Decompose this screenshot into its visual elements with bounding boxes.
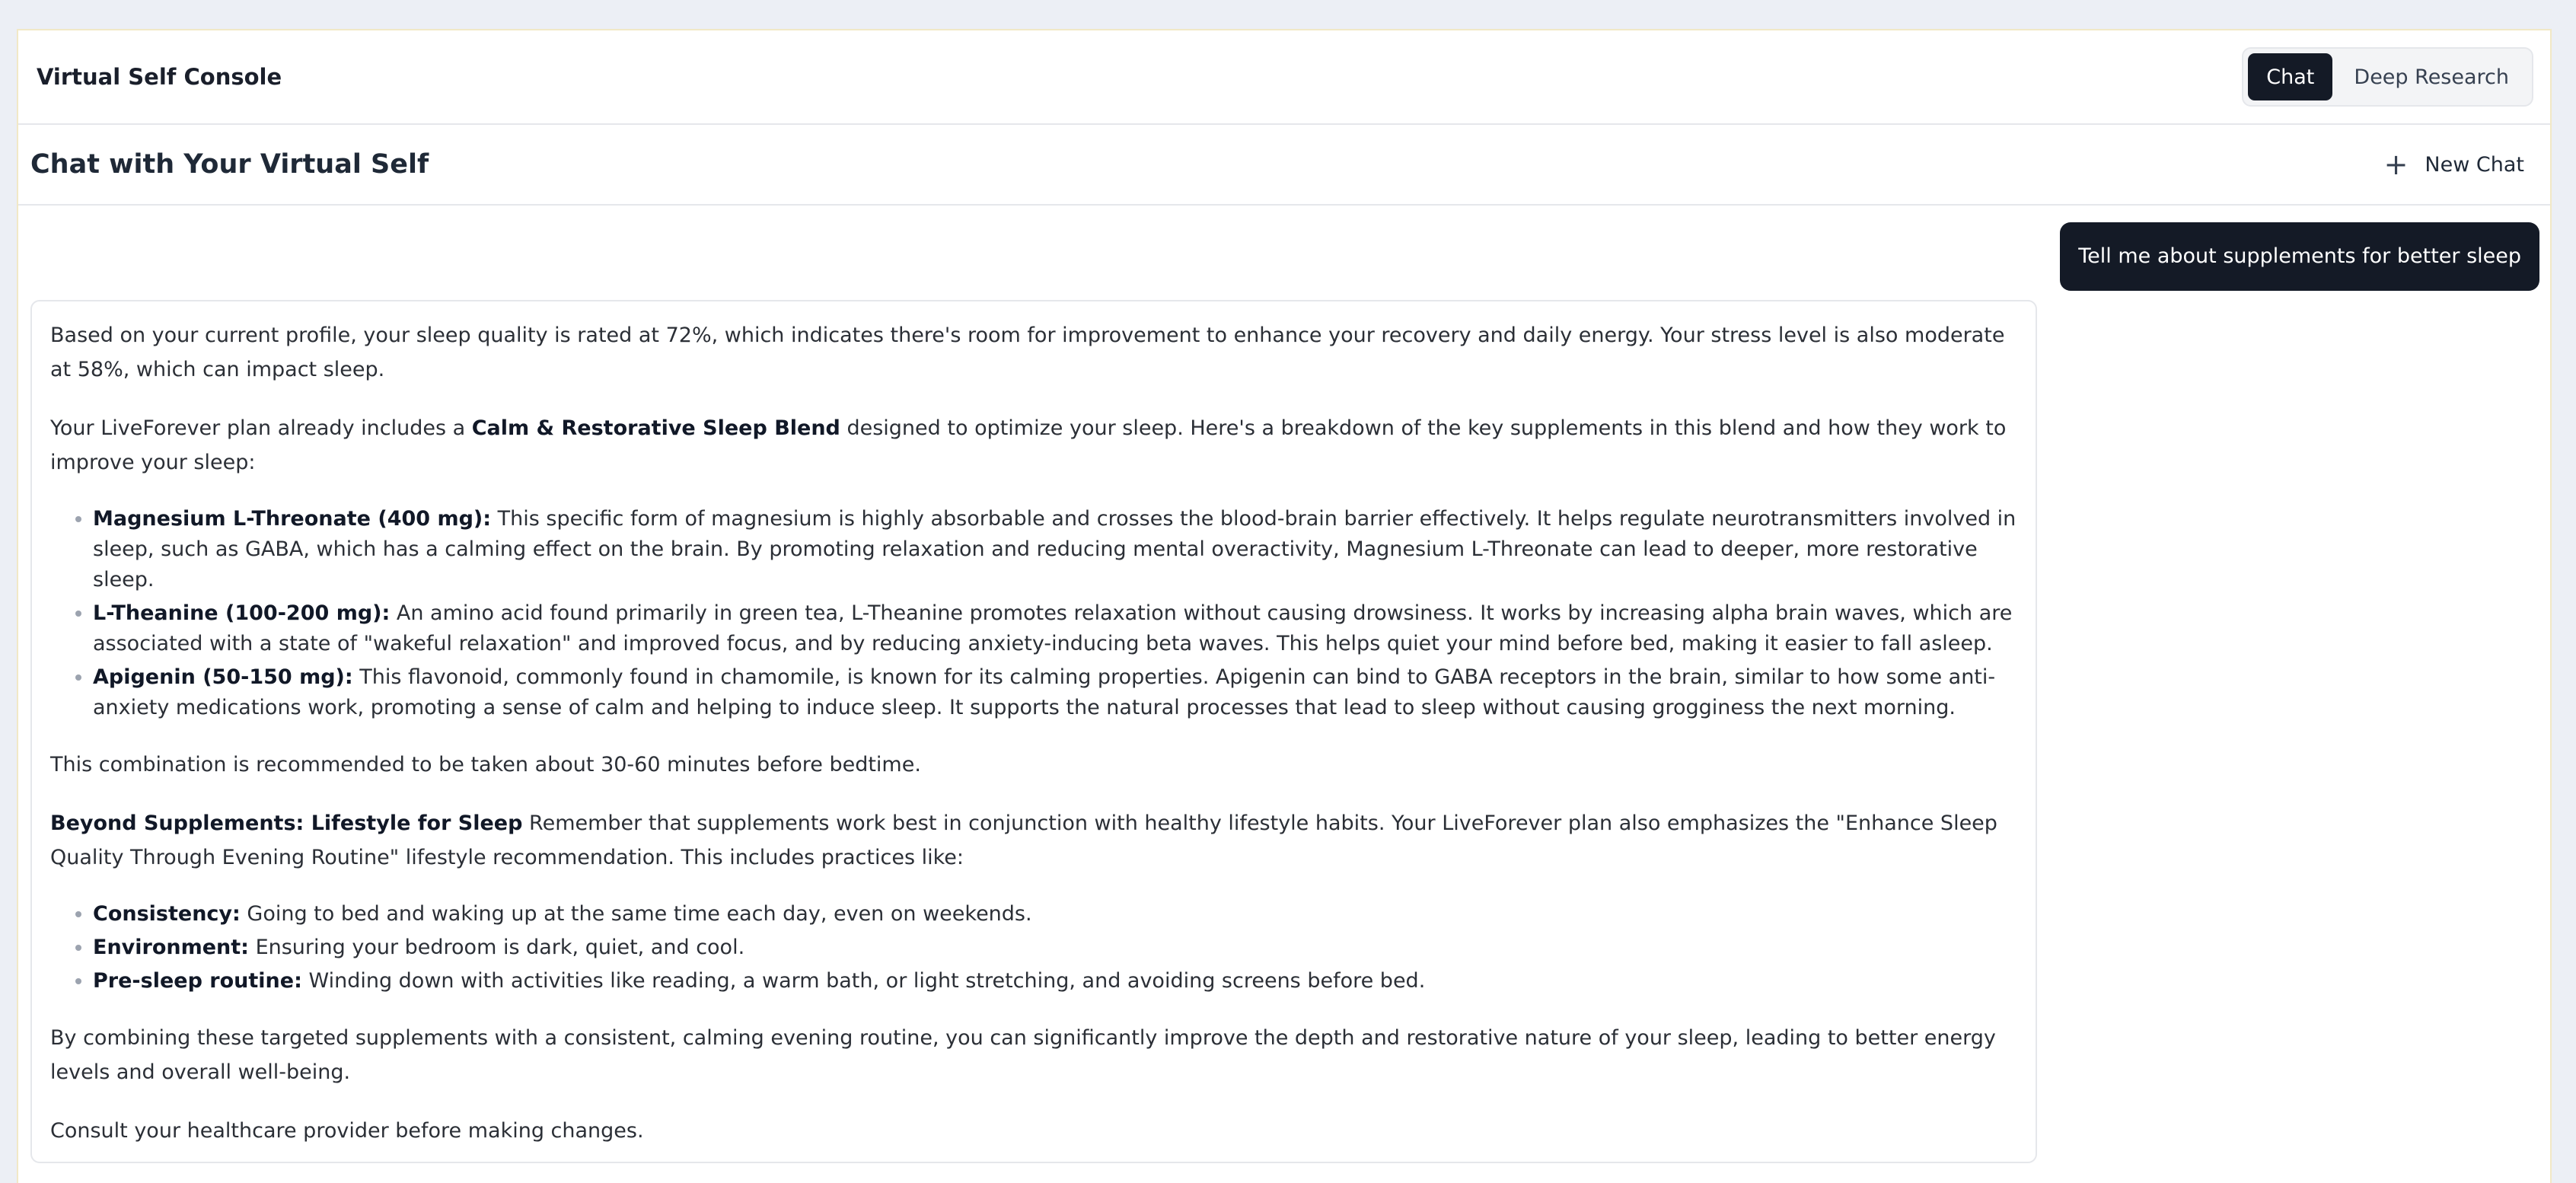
assistant-message	[30, 300, 2037, 1163]
deep-research-mode-button[interactable]: Deep Research	[2335, 53, 2527, 100]
practice-name: Pre-sleep routine:	[93, 969, 302, 993]
page-title: Chat with Your Virtual Self	[30, 149, 429, 180]
supplement-list	[50, 504, 2017, 723]
mode-toggle	[2242, 47, 2533, 107]
new-chat-label: New Chat	[2425, 152, 2524, 177]
practice-text: Winding down with activities like reading, a warm bath, or light stretching, and avoiding screens before bed.	[301, 969, 1426, 993]
supplement-text: This specific form of magnesium is highly absorbable and crosses the blood-brain barrier effectively. It helps regulate neurotransmitters involved in sleep, such as GABA, which has a calming effect on the brain. By promoting relaxation and reducing mental overactivity, Magnesium L-Threonate can lead to deeper, more restorative sleep.	[93, 507, 2016, 592]
practice-name: Environment:	[93, 936, 249, 959]
supplement-name: L-Theanine (100-200 mg):	[93, 601, 391, 625]
conclusion-paragraph: By combining these targeted supplements with a consistent, calming evening routine, you can significantly improve the depth and restorative nature of your sleep, leading to better energy levels and overall well-being.	[50, 1026, 1996, 1084]
supplement-name: Apigenin (50-150 mg):	[93, 665, 353, 689]
list-item	[93, 598, 2017, 659]
lifestyle-paragraph	[50, 806, 2017, 875]
list-item	[93, 966, 2017, 996]
plan-paragraph	[50, 411, 2017, 480]
plan-blend-name: Calm & Restorative Sleep Blend	[471, 416, 840, 440]
console-window	[17, 29, 2552, 1183]
supplement-text: An amino acid found primarily in green tea, L-Theanine promotes relaxation without causing drowsiness. It works by increasing alpha brain waves, which are associated with a state of "wakeful relaxation" and improved focus, and by reducing anxiety-inducing beta waves. This helps quiet your mind before bed, making it easier to fall asleep.	[93, 601, 2013, 655]
timing-paragraph: This combination is recommended to be taken about 30-60 minutes before bedtime.	[50, 753, 921, 776]
plan-suffix: designed to optimize your sleep. Here's a breakdown of the key supplements in this blend and how they work to improve your sleep:	[50, 416, 2007, 474]
list-item	[93, 899, 2017, 930]
intro-paragraph: Based on your current profile, your sleep quality is rated at 72%, which indicates there's room for improvement to enhance your recovery and daily energy. Your stress level is also moderate at 58%, which can impact sleep.	[50, 324, 2005, 381]
practice-name: Consistency:	[93, 902, 241, 926]
list-item	[93, 504, 2017, 595]
console-title: Virtual Self Console	[37, 64, 282, 90]
chat-header	[18, 125, 2550, 206]
chat-mode-button[interactable]: Chat	[2248, 53, 2332, 100]
user-message: Tell me about supplements for better sleep	[2060, 222, 2539, 291]
lifestyle-text: Remember that supplements work best in conjunction with healthy lifestyle habits. Your LiveForever plan also emphasizes the "Enhance Sleep Quality Through Evening Routine" lifestyle recommendation. This includes practices like:	[50, 812, 1997, 869]
practice-text: Going to bed and waking up at the same time each day, even on weekends.	[240, 902, 1032, 926]
disclaimer-paragraph: Consult your healthcare provider before making changes.	[50, 1119, 644, 1143]
lifestyle-heading: Beyond Supplements: Lifestyle for Sleep	[50, 812, 523, 835]
list-item	[93, 662, 2017, 723]
practice-text: Ensuring your bedroom is dark, quiet, and cool.	[248, 936, 745, 959]
practice-list	[50, 899, 2017, 996]
list-item	[93, 933, 2017, 963]
supplement-text: This flavonoid, commonly found in chamomile, is known for its calming properties. Apigenin can bind to GABA receptors in the brain, similar to how some anti-anxiety medications work, promoting a sense of calm and helping to induce sleep. It supports the natural processes that lead to sleep without causing grogginess the next morning.	[93, 665, 1996, 719]
supplement-name: Magnesium L-Threonate (400 mg):	[93, 507, 492, 531]
top-bar	[18, 30, 2550, 125]
plus-icon: +	[2383, 148, 2409, 181]
new-chat-button[interactable]	[2377, 150, 2532, 179]
plan-prefix: Your LiveForever plan already includes a	[50, 416, 472, 440]
